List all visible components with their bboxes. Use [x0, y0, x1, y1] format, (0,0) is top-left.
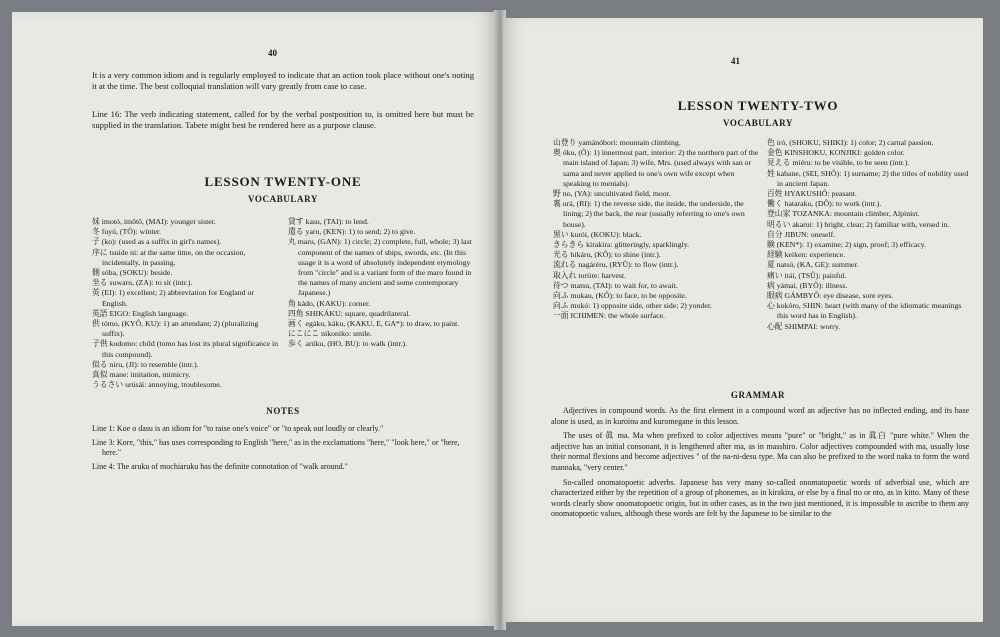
vocab-entry: 供 tómo, (KYÔ, KU): 1) an attendant; 2) (pluralizing suffix). — [92, 319, 259, 339]
vocab-entry: 黒い kurói, (KOKU): black. — [553, 229, 642, 239]
vocab-entry: 四角 SHIKÁKU: square, quadrilateral. — [288, 308, 411, 318]
vocab-entry: 光る hikáru, (KÔ): to shine (intr.). — [553, 250, 661, 260]
grammar-paragraph: The uses of 眞 ma. Ma when prefixed to color adjectives means "pure" or "bright," as in 眞白 "pure white." When the adjective has an initial consonant, it is lengthened after ma, as in masshiro. Color adjectives compounded with ma, usually lose their normal flexions and become adjectives " of the na-ni-desu type. Ma can also be prefixed to the word naka to form the word mannaka, "very center." — [551, 431, 969, 472]
grammar-section — [551, 406, 969, 520]
lesson-title: LESSON TWENTY-ONE — [204, 174, 362, 189]
vocab-entry: 真似 mane: imitation, mimicry. — [92, 370, 191, 380]
page-number: 40 — [268, 48, 277, 58]
vocab-entry: 働く hataraku, (DÔ): to work (intr.). — [767, 199, 882, 209]
vocab-entry: 経験 keiken: experience. — [767, 250, 846, 260]
vocab-entry: 妹 imotó, imôtô, (MAI): younger sister. — [92, 217, 216, 226]
vocab-entry: 向ふ mukó: 1) opposite side, other side; 2) yonder. — [553, 301, 712, 311]
vocab-entry: 金色 KINSHOKU, KONJIKI: golden color. — [767, 148, 905, 158]
vocab-right-column — [288, 217, 476, 350]
vocab-entry: 色 iró, (SHOKU, SHIKI): 1) color; 2) carnal passion. — [767, 138, 934, 147]
vocab-entry: 子供 kodomo: child (tomo has lost its plural significance in this compound). — [92, 339, 279, 359]
vocab-entry: 自分 JIBUN: oneself. — [767, 229, 836, 239]
vocab-entry: 登山家 TOZANKA: mountain climber, Alpinist. — [767, 209, 920, 219]
vocab-heading: VOCABULARY — [722, 118, 793, 128]
note-item: Line 3: Kore, "this," has uses corresponding to English "here," as in the exclamations "here," "look here," or "here, here." — [92, 437, 460, 458]
grammar-heading: GRAMMAR — [730, 390, 786, 400]
vocab-entry: 心配 SHIMPAI: worry. — [767, 321, 841, 331]
vocab-entry: 向ふ mukau, (KÔ): to face, to be opposite. — [553, 291, 687, 301]
vocab-entry: 子 (ko): (used as a suffix in girl's names). — [92, 237, 222, 247]
notes-list — [92, 424, 476, 472]
page-number: 41 — [731, 56, 740, 66]
vocab-entry: 心 kokóro, SHIN: heart (with many of the idiomatic meanings this word has in English). — [767, 301, 962, 321]
grammar-paragraph: Adjectives in compound words. As the first element in a compound word an adjective has no inflected ending, and its base alone is used, as in kuroinu and kuromegane in this lesson. — [551, 406, 969, 426]
vocab-entry: 英 (EI): 1) excellent; 2) abbreviation for England or English. — [92, 288, 254, 308]
vocab-entry: 角 kádo, (KAKU): corner. — [288, 298, 371, 308]
vocab-entry: 眼病 GÁMBYÔ: eye disease, sore eyes. — [767, 291, 894, 301]
vocab-entry: 夏 natsú, (KA, GE): summer. — [767, 260, 859, 270]
vocab-entry: 明るい akarui: 1) bright, clear; 2) familiar with, versed in. — [767, 219, 950, 229]
vocab-entry: 待つ matsu, (TAI): to wait for, to await. — [553, 280, 678, 290]
vocab-entry: 一面 ICHIMEN: the whole surface. — [553, 311, 665, 321]
grammar-paragraph: So-called onomatopoetic adverbs. Japanese has very many so-called onomatopoetic words of adverbial use, which are characterized either by the repetition of a group of phonemes, as in kirakira, or else by a final tto or nto, as in kitto. Many of these words clearly show onomatopoetic origin, but in other cases, as in the two just mentioned, it is impossible to ascribe to them any onomatopoetic values, although these words are felt by the Japanese to be similar to the — [551, 477, 969, 519]
vocab-entry: 姓 kabane, (SEI, SHÔ): 1) surname; 2) the titles of nobility used in ancient Japan. — [767, 168, 969, 188]
vocab-entry: 流れる nagáréru, (RYÛ): to flow (intr.). — [553, 260, 679, 270]
vocab-entry: 奥 óku, (Ô): 1) innermost part, interior: 2) the northern part of the main island of Japan; 3) wife, Mrs. (used always with san or sama and never applied to one's own wife except when speaking to menials). — [553, 148, 759, 188]
right-page — [503, 18, 983, 622]
vocab-entry: 序に tsuide ni: at the same time, on the occasion, incidentally, in passing. — [92, 247, 246, 267]
vocab-heading: VOCABULARY — [247, 194, 318, 204]
vocab-entry: きらきら kírakira: glitteringly, sparklingly. — [553, 240, 690, 250]
vocab-entry: 験 (KEN*): 1) examine; 2) sign, proof; 3) efficacy. — [767, 240, 927, 250]
lesson-title: LESSON TWENTY-TWO — [677, 98, 839, 113]
vocab-right-column — [767, 138, 969, 332]
vocab-entry: 似る niru, (JI): to resemble (intr.). — [92, 359, 199, 369]
vocab-entry: 痛い itái, (TSÛ): painful. — [767, 270, 847, 280]
vocab-entry: 丸 maru, (GAN): 1) circle; 2) complete, full, whole; 3) last component of the names of ships, swords, etc. (In this usage it is a word of absolutely independent etymology from "circle" and is a variant form of the maro found in the names of many ancient and some contemporary Japanese.) — [288, 237, 472, 298]
note-item: Line 1: Koe o dasu is an idiom for "to raise one's voice" or "to speak out loudly or clearly." — [92, 424, 384, 433]
intro-paragraph: It is a very common idiom and is regularly employed to indicate that an action took place without one's noting it at the time. The best colloquial translation will vary greatly from case to case. — [92, 70, 474, 91]
vocab-entry: 野 no, (YA): uncultivated field, moor. — [553, 189, 671, 199]
vocab-left-column — [553, 138, 761, 322]
vocab-entry: うるさい urúsái: annoying, troublesome. — [92, 380, 222, 390]
vocab-entry: 貸す kasu, (TAI): to lend. — [288, 217, 369, 226]
line16-note: Line 16: The verb indicating statement, called for by the verbal postposition to, is omitted here but must be supplied in the translation. Tabete might best be rendered here as a purpose clause. — [92, 109, 474, 130]
vocab-entry: 冬 fuyú, (TÔ): winter. — [92, 227, 162, 237]
vocab-entry: 遣る yaru, (KEN): 1) to send; 2) to give. — [288, 227, 416, 237]
vocab-entry: 山登り yamánóbori: mountain climbing. — [553, 138, 681, 147]
vocab-entry: にこにこ nikoniko: smile. — [288, 329, 372, 339]
note-item: Line 4: The aruku of mochiaruku has the definite connotation of "walk around." — [92, 461, 348, 471]
vocab-entry: 取入れ toriire: harvest. — [553, 270, 626, 280]
left-page — [12, 12, 496, 626]
vocab-left-column — [92, 217, 280, 390]
notes-heading: NOTES — [266, 406, 300, 416]
vocab-entry: 裏 urá, (RI): 1) the reverse side, the inside, the underside, the lining; 2) the back, the rear (usually referring to one's own house). — [553, 199, 745, 229]
vocab-entry: 側 sóba, (SOKU): beside. — [92, 268, 173, 278]
vocab-entry: 画く egáku, káku, (KAKU, E, GA*): to draw, to paint. — [288, 319, 460, 329]
vocab-entry: 歩く arúku, (HO, BU): to walk (intr.). — [288, 339, 408, 349]
vocab-entry: 英語 EIGO: English language. — [92, 308, 189, 318]
vocab-entry: 坐る suwaru, (ZA): to sit (intr.). — [92, 278, 193, 288]
vocab-entry: 病 yámai, (BYÔ): illness. — [767, 280, 848, 290]
vocab-entry: 百姓 HYAKUSHÔ: peasant. — [767, 189, 857, 199]
vocab-entry: 見える miéru: to be visible, to be seen (intr.). — [767, 158, 910, 168]
